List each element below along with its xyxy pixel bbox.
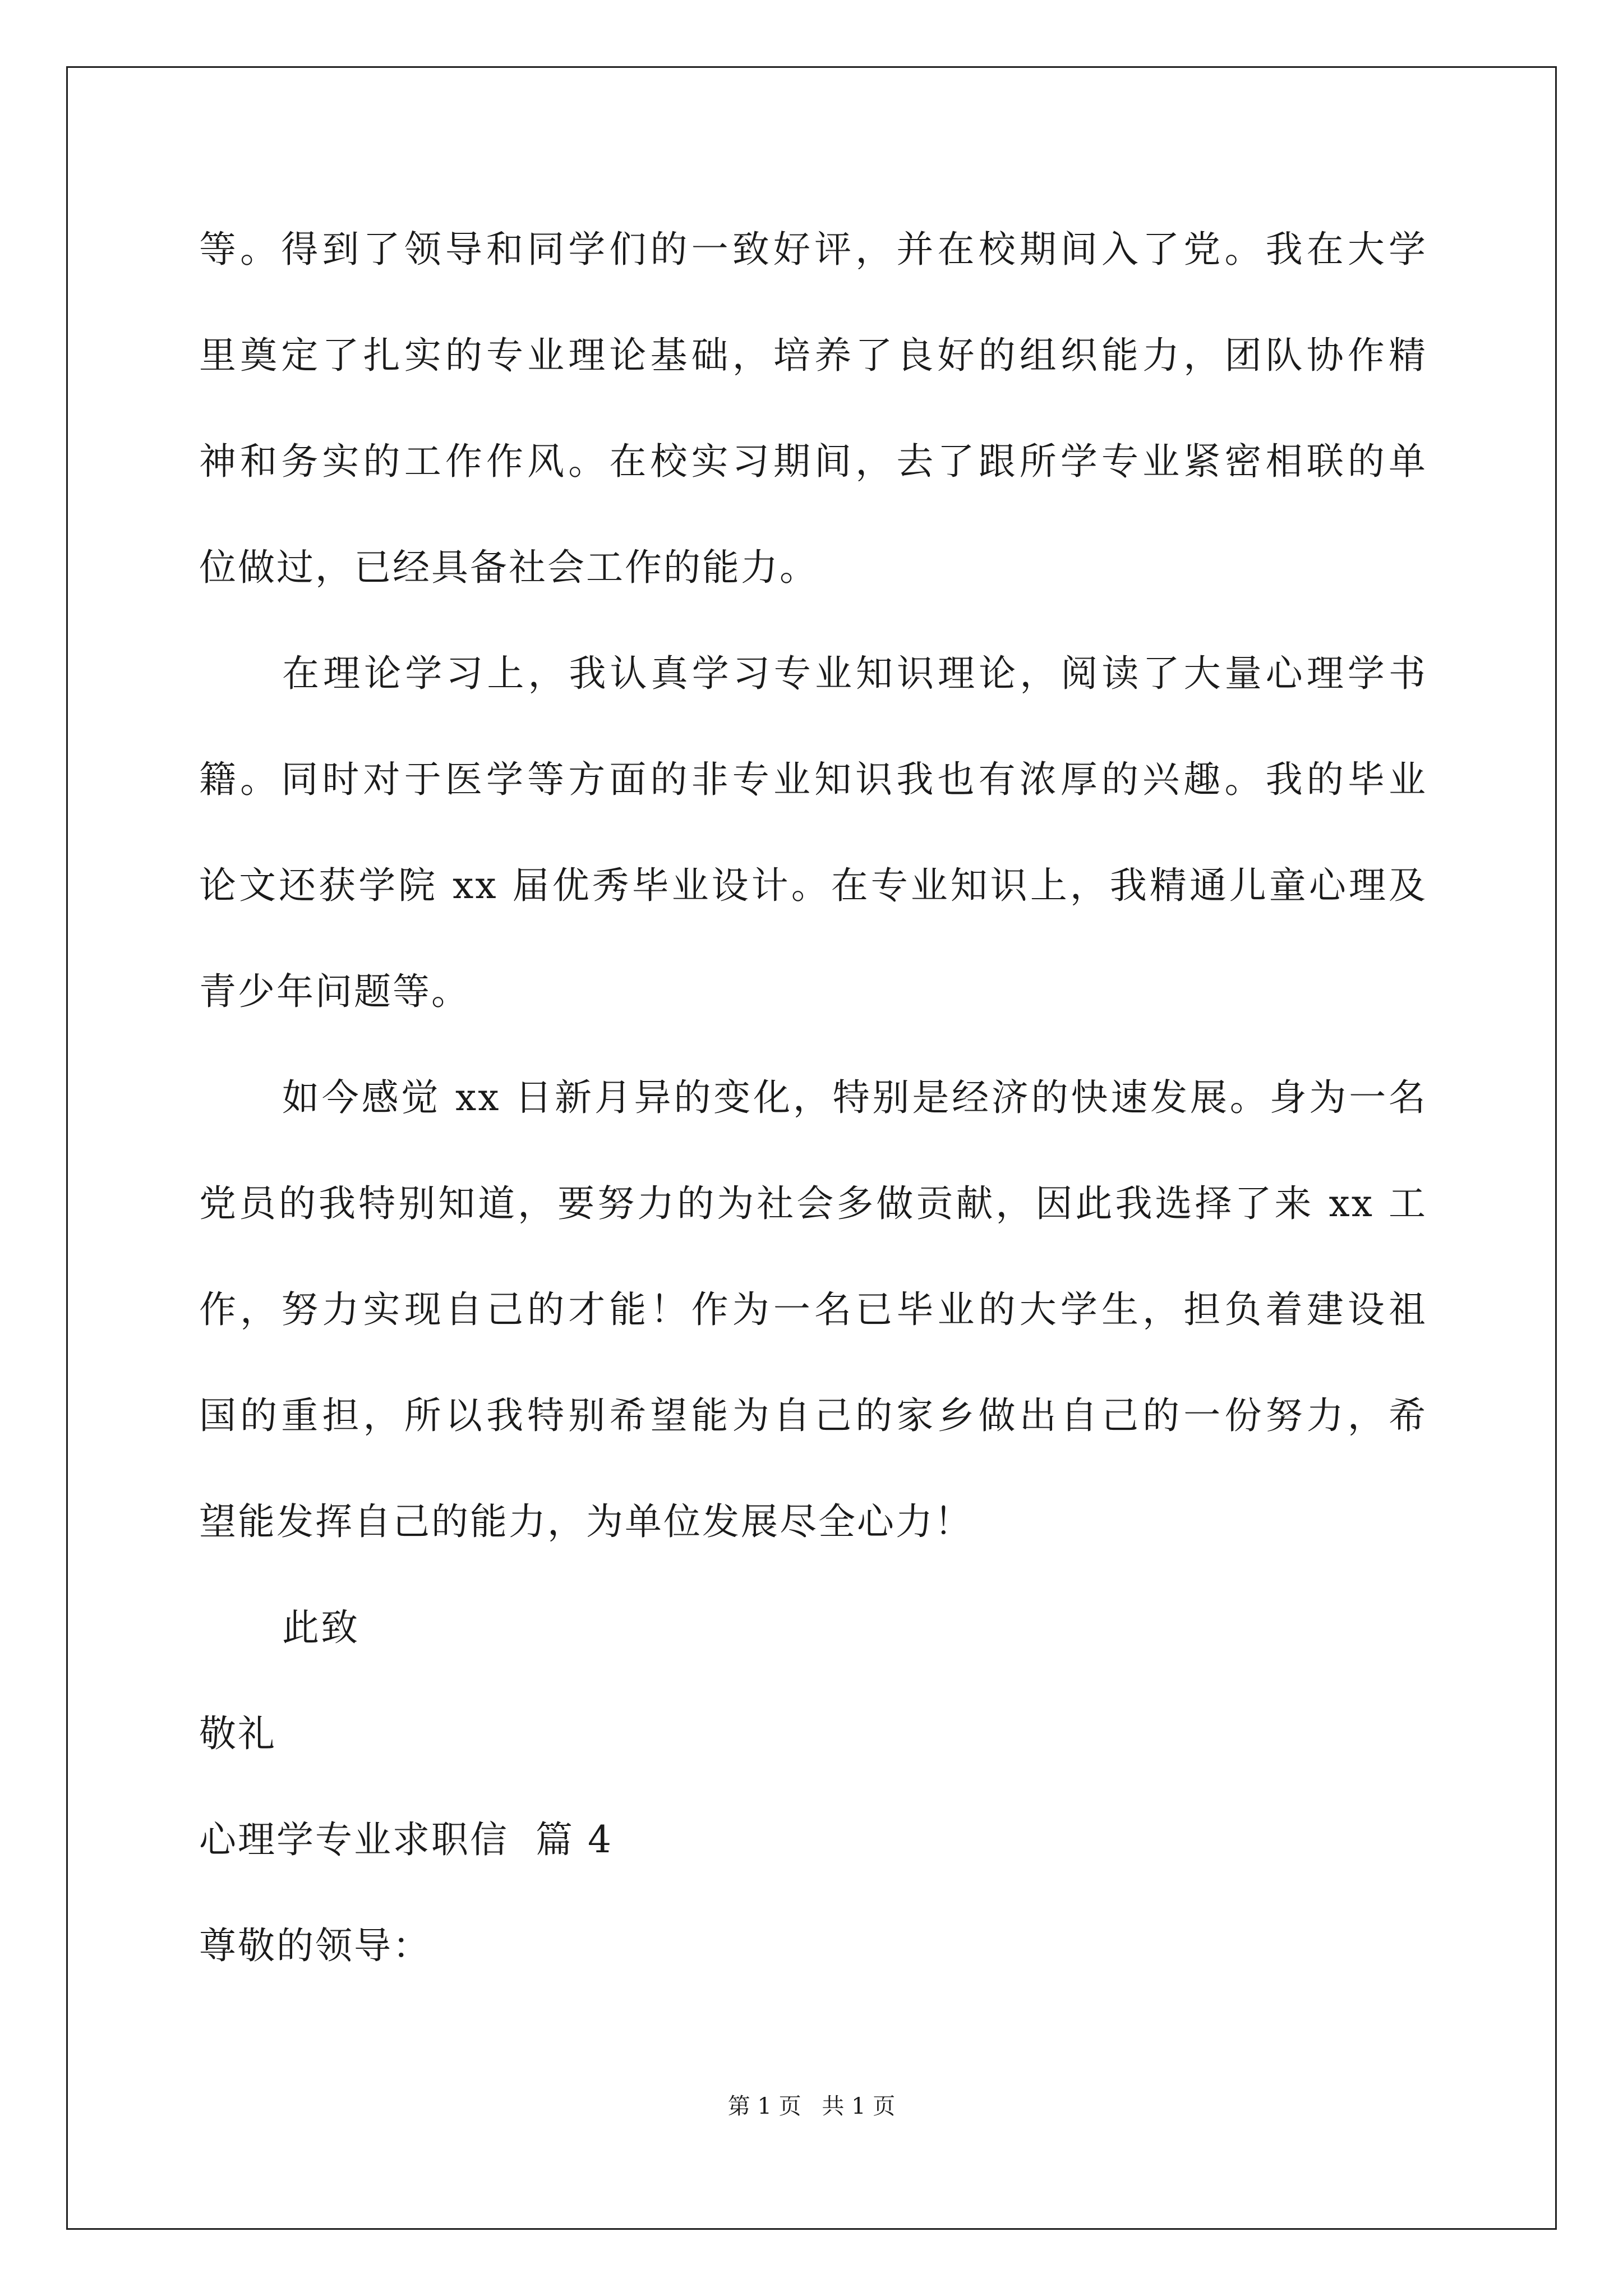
- text-line: 籍。同时对于医学等方面的非专业知识我也有浓厚的兴趣。我的毕业: [199, 758, 1427, 801]
- page-footer: [0, 2090, 1623, 2123]
- paragraph-3: [199, 1061, 1427, 1591]
- page-total: 共 1 页: [822, 2093, 896, 2119]
- text-line: 神和务实的工作作风。在校实习期间，去了跟所学专业紧密相联的单: [199, 440, 1427, 483]
- text-line: 论文还获学院 xx 届优秀毕业设计。在专业知识上，我精通儿童心理及: [199, 864, 1427, 907]
- text-line: 位做过，已经具备社会工作的能力。: [199, 546, 818, 589]
- text-line: 党员的我特别知道，要努力的为社会多做贡献，因此我选择了来 xx 工: [199, 1182, 1427, 1225]
- paragraph-1: [199, 213, 1427, 637]
- paragraph-2: [199, 637, 1427, 1061]
- text-line: 国的重担，所以我特别希望能为自己的家乡做出自己的一份努力，希: [199, 1394, 1427, 1437]
- letter-body: [199, 213, 1427, 2016]
- page-number: 第 1 页: [727, 2093, 801, 2119]
- closing-text: 此致: [282, 1606, 359, 1649]
- text-line: 在理论学习上，我认真学习专业知识理论，阅读了大量心理学书: [282, 652, 1427, 695]
- text-line: 如今感觉 xx 日新月异的变化，特别是经济的快速发展。身为一名: [282, 1076, 1427, 1119]
- section-title: 心理学专业求职信 篇 4: [199, 1818, 613, 1861]
- greeting-text: 尊敬的领导：: [199, 1924, 431, 1967]
- salutation-text: 敬礼: [199, 1712, 276, 1755]
- text-line: 等。得到了领导和同学们的一致好评，并在校期间入了党。我在大学: [199, 228, 1427, 271]
- text-line: 望能发挥自己的能力，为单位发展尽全心力！: [199, 1500, 973, 1543]
- text-line: 青少年问题等。: [199, 970, 470, 1013]
- text-line: 作，努力实现自己的才能！作为一名已毕业的大学生，担负着建设祖: [199, 1288, 1427, 1331]
- text-line: 里奠定了扎实的专业理论基础，培养了良好的组织能力，团队协作精: [199, 334, 1427, 377]
